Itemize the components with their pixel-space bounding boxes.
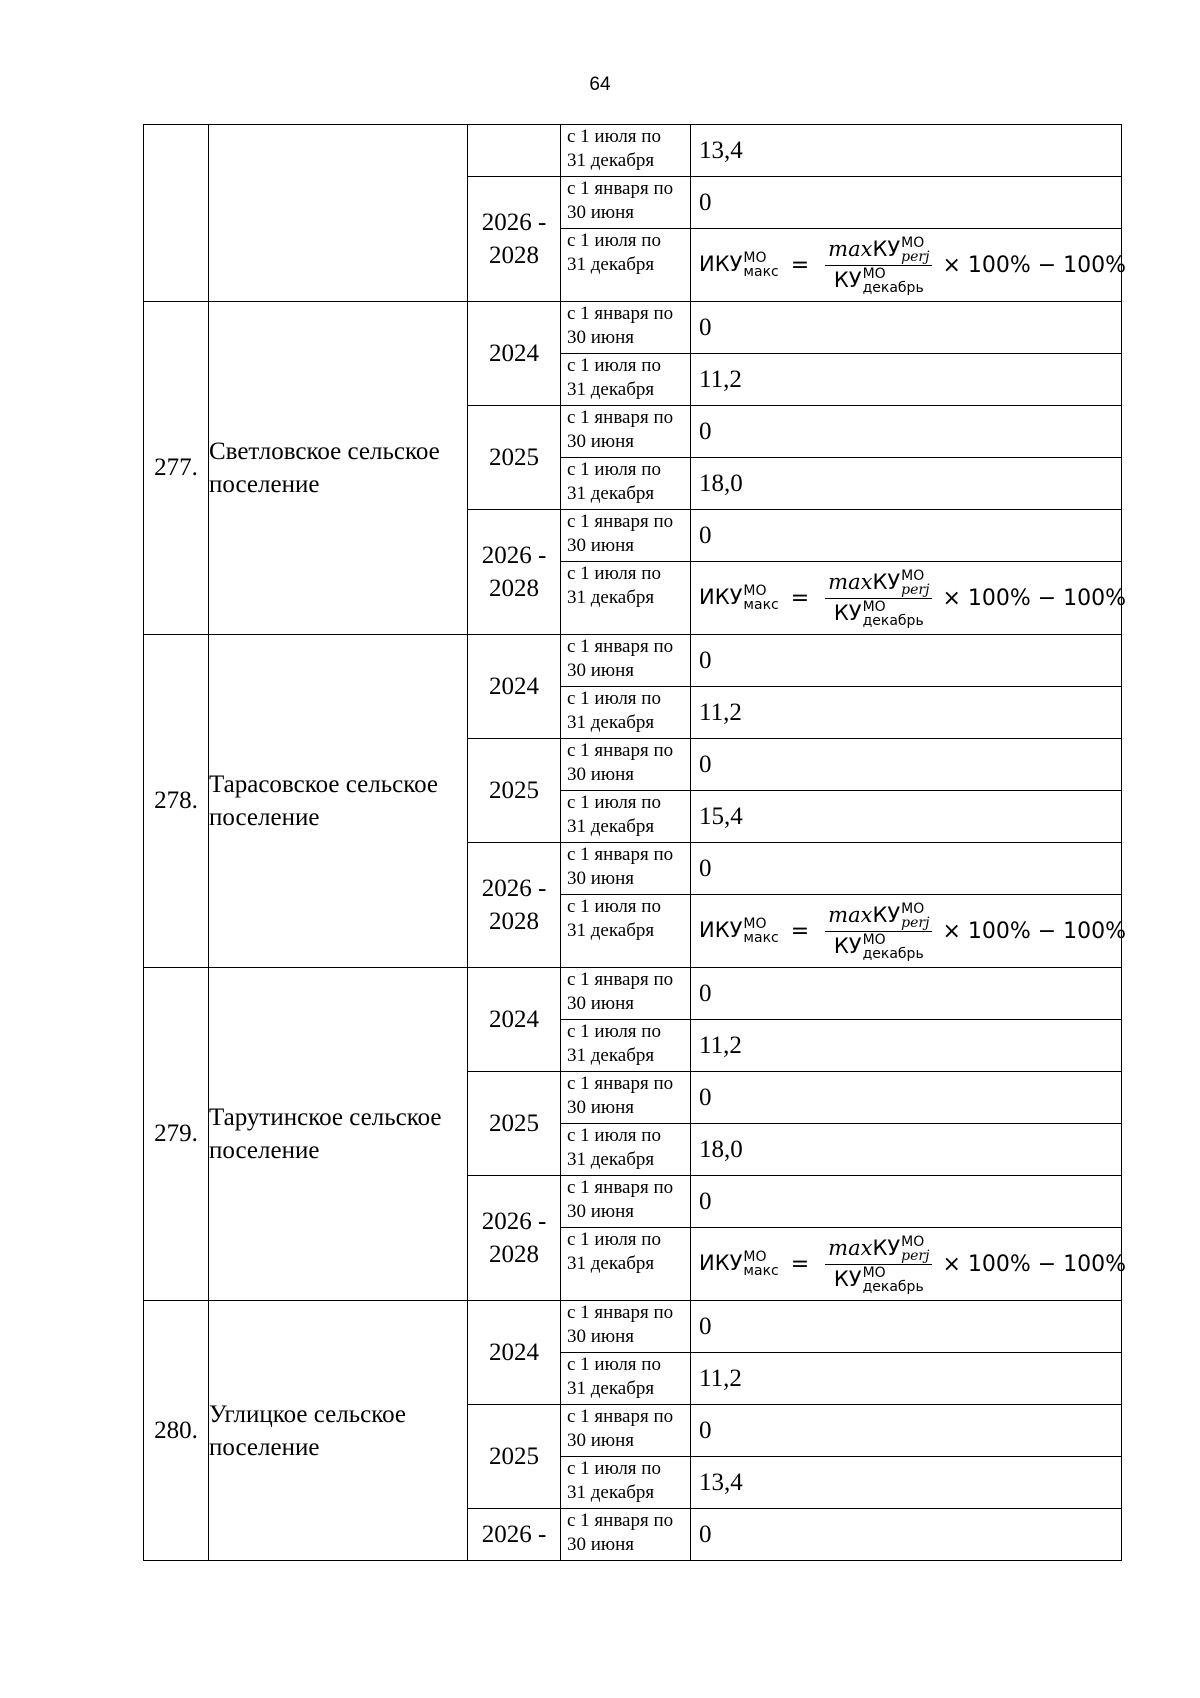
value-cell: 0 (691, 1072, 1122, 1124)
settlement-name: Тарутинское сельское поселение (209, 968, 468, 1301)
formula (699, 567, 1127, 629)
value-cell: 0 (691, 302, 1122, 354)
year-cell: 2026 - 2028 (468, 1176, 561, 1301)
formula-denominator: КУ МО декабрь (833, 931, 924, 962)
value-cell: 18,0 (691, 1124, 1122, 1176)
num-cell-empty (144, 125, 209, 302)
formula-fraction (825, 569, 932, 628)
value-cell: 0 (691, 510, 1122, 562)
formula-equals: = (790, 585, 810, 611)
tariff-index-table (143, 124, 1127, 1561)
period-cell: с 1 января по 30 июня (561, 843, 691, 895)
year-cell: 2025 (468, 406, 561, 510)
period-cell: с 1 июля по 31 декабря (561, 1020, 691, 1072)
formula-tail: × 100% − 100% (942, 585, 1127, 611)
value-cell: 11,2 (691, 1353, 1122, 1405)
formula-denominator: КУ МО декабрь (833, 598, 924, 629)
value-cell: 13,4 (691, 1457, 1122, 1509)
table-row (144, 1301, 1122, 1353)
entry-number: 278. (144, 635, 209, 968)
table-row (144, 302, 1122, 354)
formula-equals: = (790, 1251, 810, 1277)
period-cell: с 1 января по 30 июня (561, 177, 691, 229)
table-row (144, 125, 1122, 177)
formula-cell (691, 895, 1127, 968)
table-row (144, 635, 1122, 687)
formula-tail: × 100% − 100% (942, 1251, 1127, 1277)
period-cell: с 1 января по 30 июня (561, 739, 691, 791)
year-cell: 2026 - (468, 1509, 561, 1561)
value-cell: 0 (691, 1176, 1122, 1228)
value-cell: 11,2 (691, 354, 1122, 406)
formula-denominator: КУ МО декабрь (833, 265, 924, 296)
value-cell: 0 (691, 968, 1122, 1020)
entry-number: 279. (144, 968, 209, 1301)
period-cell: с 1 января по 30 июня (561, 302, 691, 354)
value-cell: 0 (691, 406, 1122, 458)
year-cell-empty (468, 125, 561, 177)
entry-number: 277. (144, 302, 209, 635)
formula-numerator: maxКУ МО perj (825, 1235, 932, 1265)
period-cell: с 1 июля по 31 декабря (561, 125, 691, 177)
period-cell: с 1 января по 30 июня (561, 968, 691, 1020)
period-cell: с 1 июля по 31 декабря (561, 791, 691, 843)
value-cell: 0 (691, 1405, 1122, 1457)
value-cell: 13,4 (691, 125, 1122, 177)
formula-lhs: ИКУ МО макс (699, 916, 779, 946)
period-cell: с 1 января по 30 июня (561, 1509, 691, 1561)
year-cell: 2024 (468, 635, 561, 739)
value-cell: 11,2 (691, 1020, 1122, 1072)
year-cell: 2026 - 2028 (468, 510, 561, 635)
period-cell: с 1 июля по 31 декабря (561, 687, 691, 739)
period-cell: с 1 июля по 31 декабря (561, 354, 691, 406)
formula-fraction (825, 902, 932, 961)
formula-fraction (825, 1235, 932, 1294)
formula-numerator: maxКУ МО perj (825, 902, 932, 932)
formula-tail: × 100% − 100% (942, 918, 1127, 944)
value-cell: 0 (691, 177, 1122, 229)
formula-lhs: ИКУ МО макс (699, 583, 779, 613)
value-cell: 18,0 (691, 458, 1122, 510)
value-cell: 0 (691, 1509, 1122, 1561)
period-cell: с 1 января по 30 июня (561, 1405, 691, 1457)
table-row (144, 968, 1122, 1020)
formula (699, 1233, 1127, 1295)
period-cell: с 1 июля по 31 декабря (561, 562, 691, 635)
year-cell: 2025 (468, 1405, 561, 1509)
period-cell: с 1 июля по 31 декабря (561, 1457, 691, 1509)
formula-equals: = (790, 252, 810, 278)
formula-lhs: ИКУ МО макс (699, 250, 779, 280)
page-number: 64 (589, 74, 611, 95)
year-cell: 2026 - 2028 (468, 843, 561, 968)
formula-numerator: maxКУ МО perj (825, 236, 932, 266)
formula-cell (691, 1228, 1127, 1301)
year-cell: 2025 (468, 739, 561, 843)
year-cell: 2024 (468, 1301, 561, 1405)
value-cell: 15,4 (691, 791, 1122, 843)
settlement-name: Светловское сельское поселение (209, 302, 468, 635)
formula-equals: = (790, 918, 810, 944)
formula-numerator: maxКУ МО perj (825, 569, 932, 599)
period-cell: с 1 января по 30 июня (561, 1176, 691, 1228)
year-cell: 2024 (468, 302, 561, 406)
settlement-name: Углицкое сельское поселение (209, 1301, 468, 1561)
value-cell: 11,2 (691, 687, 1122, 739)
formula (699, 900, 1127, 962)
formula-tail: × 100% − 100% (942, 252, 1127, 278)
period-cell: с 1 января по 30 июня (561, 635, 691, 687)
value-cell: 0 (691, 635, 1122, 687)
year-cell: 2025 (468, 1072, 561, 1176)
formula-lhs: ИКУ МО макс (699, 1249, 779, 1279)
value-cell: 0 (691, 739, 1122, 791)
period-cell: с 1 января по 30 июня (561, 510, 691, 562)
value-cell: 0 (691, 843, 1122, 895)
settlement-name: Тарасовское сельское поселение (209, 635, 468, 968)
name-cell-empty (209, 125, 468, 302)
year-cell: 2024 (468, 968, 561, 1072)
period-cell: с 1 июля по 31 декабря (561, 1353, 691, 1405)
period-cell: с 1 июля по 31 декабря (561, 229, 691, 302)
formula (699, 234, 1127, 296)
formula-denominator: КУ МО декабрь (833, 1264, 924, 1295)
period-cell: с 1 января по 30 июня (561, 1072, 691, 1124)
formula-cell (691, 229, 1127, 302)
period-cell: с 1 июля по 31 декабря (561, 1124, 691, 1176)
period-cell: с 1 января по 30 июня (561, 406, 691, 458)
year-cell: 2026 - 2028 (468, 177, 561, 302)
value-cell: 0 (691, 1301, 1122, 1353)
formula-cell (691, 562, 1127, 635)
period-cell: с 1 июля по 31 декабря (561, 895, 691, 968)
period-cell: с 1 июля по 31 декабря (561, 458, 691, 510)
period-cell: с 1 июля по 31 декабря (561, 1228, 691, 1301)
period-cell: с 1 января по 30 июня (561, 1301, 691, 1353)
formula-fraction (825, 236, 932, 295)
entry-number: 280. (144, 1301, 209, 1561)
